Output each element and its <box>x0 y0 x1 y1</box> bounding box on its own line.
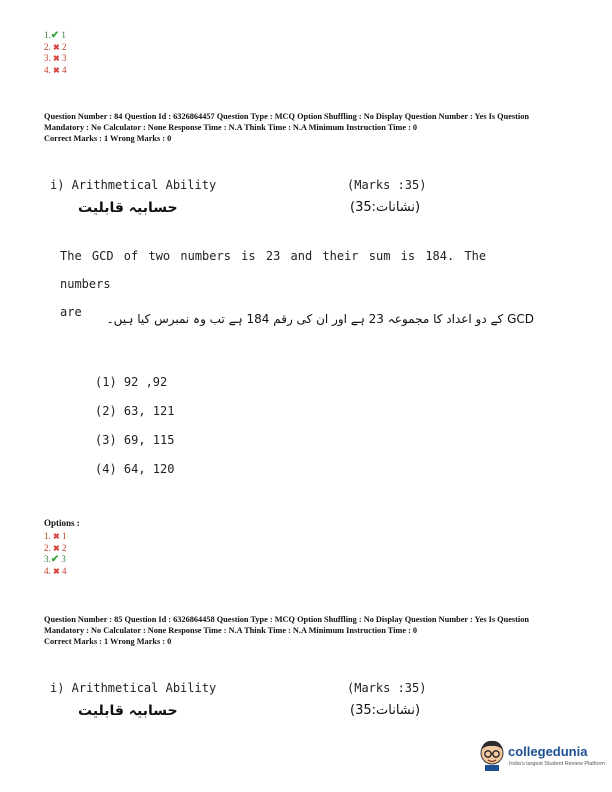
section-marks: (Marks :35) <box>347 681 427 695</box>
question-84-meta: Question Number : 84 Question Id : 6326864457 Question Type : MCQ Option Shuffling : No Display Question Number : Yes Is Question Mandatory : No Calculator : None Response Time : N.A Think Time : N.A Minimum Instruction Time : 0 Correct Marks : 1 Wrong Marks : 0 <box>44 112 529 143</box>
answer-choice: (4) 64, 120 <box>95 462 175 476</box>
cross-icon: ✖ <box>53 543 60 553</box>
brand-name: collegedunia <box>508 744 588 759</box>
collegedunia-logo <box>478 738 606 778</box>
answer-choice: (1) 92 ,92 <box>95 375 168 389</box>
question-84-text-urdu: GCD کے دو اعداد کا مجموعہ 23 ہے اور ان کی رقم 184 ہے تب وہ نمبرس کیا ہیں۔ <box>106 312 534 326</box>
section-marks-urdu: (نشانات:35) <box>350 200 421 215</box>
section-name: i) Arithmetical Ability <box>50 681 217 695</box>
previous-options-list <box>44 30 66 76</box>
option-row: 4. ✖ 4 <box>44 64 67 75</box>
option-row: 2. ✖ 2 <box>44 542 67 553</box>
question-84-section-header <box>50 178 430 222</box>
brand-tagline: India's largest Student Review Platform <box>509 761 605 767</box>
option-row: 3.✔ 3 <box>44 554 66 565</box>
check-icon: ✔ <box>50 30 60 41</box>
option-row: 4. ✖ 4 <box>44 565 67 576</box>
option-row: 2. ✖ 2 <box>44 41 67 52</box>
cross-icon: ✖ <box>53 566 60 576</box>
question-85-meta: Question Number : 85 Question Id : 6326864458 Question Type : MCQ Option Shuffling : No Display Question Number : Yes Is Question Mandatory : No Calculator : None Response Time : N.A Think Time : N.A Minimum Instruction Time : 0 Correct Marks : 1 Wrong Marks : 0 <box>44 615 529 646</box>
section-marks: (Marks :35) <box>347 178 427 192</box>
check-icon: ✔ <box>50 554 60 565</box>
question-85-section-header <box>50 681 430 725</box>
student-mascot-icon <box>478 738 506 772</box>
section-name-urdu: حسابیہ قابلیت <box>78 703 178 719</box>
answer-choice: (2) 63, 121 <box>95 404 175 418</box>
section-marks-urdu: (نشانات:35) <box>350 703 421 718</box>
answer-choice: (3) 69, 115 <box>95 433 175 447</box>
question-84-options-list <box>44 531 66 577</box>
cross-icon: ✖ <box>53 42 60 52</box>
cross-icon: ✖ <box>53 532 60 541</box>
cross-icon: ✖ <box>53 54 60 63</box>
cross-icon: ✖ <box>53 65 60 75</box>
options-title: Options : <box>44 518 80 528</box>
section-name: i) Arithmetical Ability <box>50 178 217 192</box>
option-row: 1. ✖ 1 <box>44 531 67 541</box>
question-84-text: The GCD of two numbers is 23 and their sum is 184. The numbers are <box>60 249 487 319</box>
section-name-urdu: حسابیہ قابلیت <box>78 200 178 216</box>
option-row: 3. ✖ 3 <box>44 53 67 63</box>
question-84-answers <box>95 375 174 491</box>
option-row: 1.✔ 1 <box>44 30 66 41</box>
